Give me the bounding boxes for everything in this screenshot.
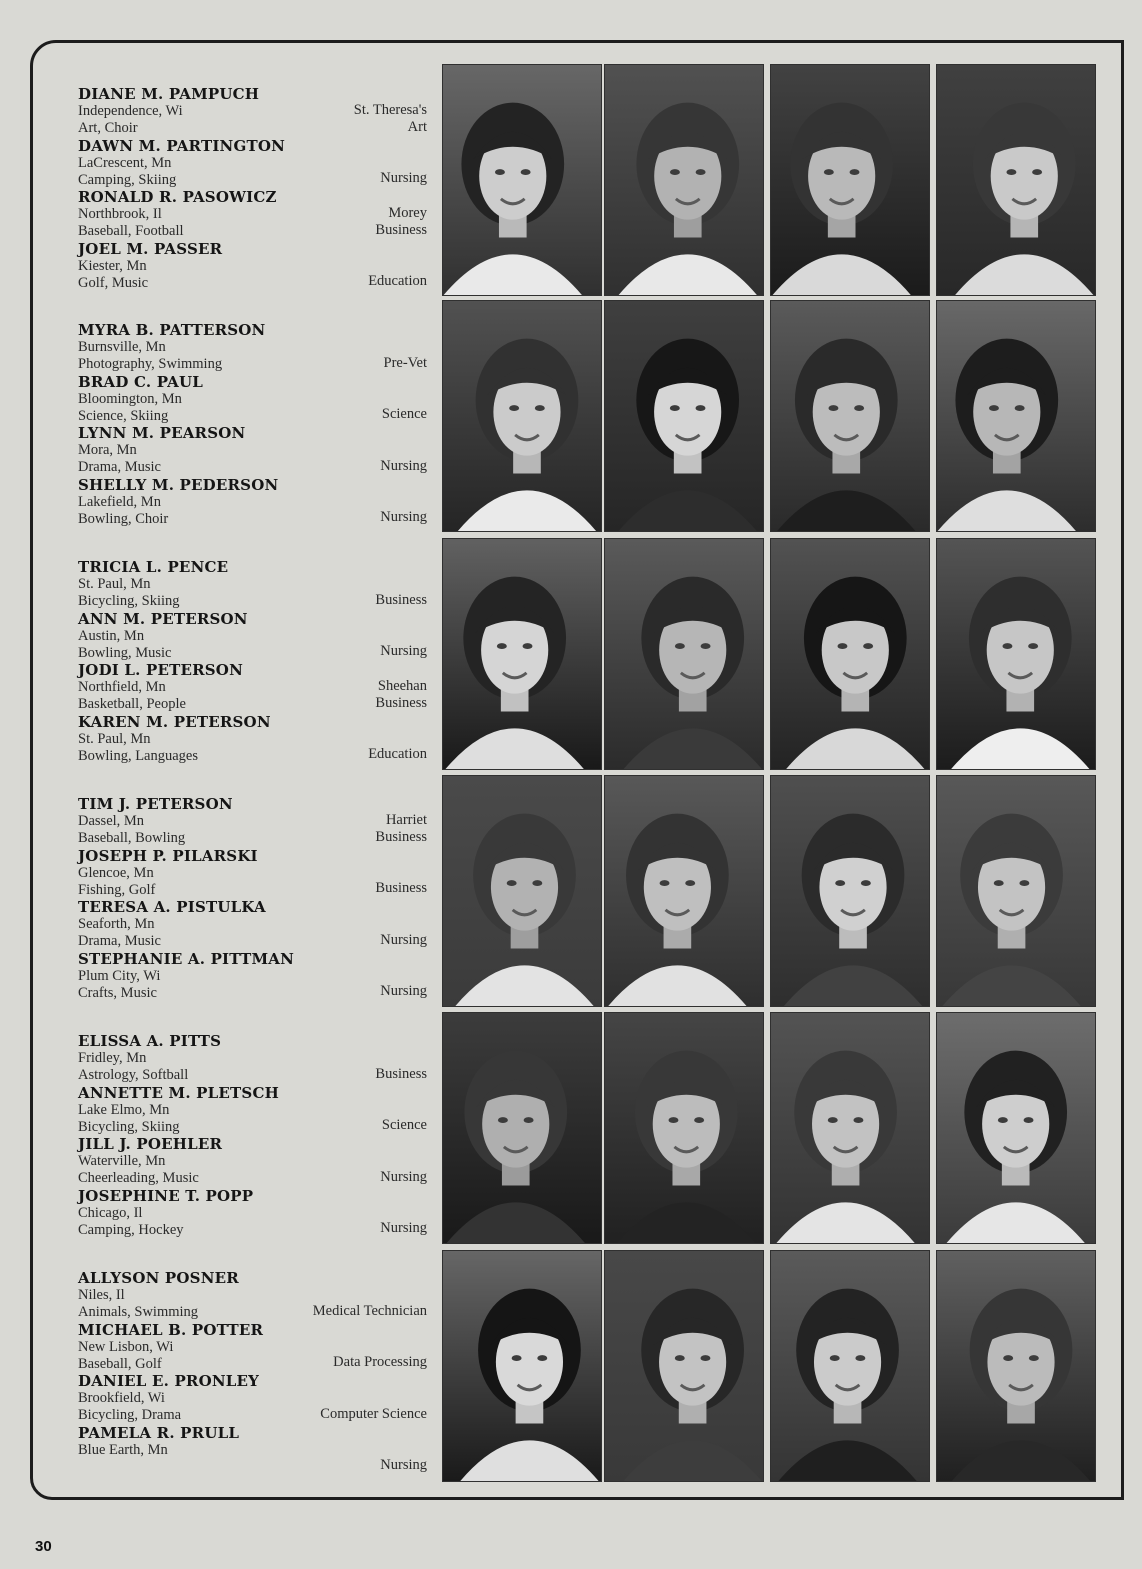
student-portrait-photo <box>604 775 764 1007</box>
student-name: JODI L. PETERSON <box>78 661 243 680</box>
student-portrait-photo <box>770 538 930 770</box>
student-portrait-photo <box>442 538 602 770</box>
student-hometown: Dassel, Mn <box>78 813 145 829</box>
student-block <box>78 559 433 765</box>
student-portrait-photo <box>770 775 930 1007</box>
student-portrait-photo <box>936 64 1096 296</box>
student-entry <box>78 1085 433 1137</box>
student-major: Business <box>375 1065 427 1082</box>
student-activities: Bowling, Languages <box>78 747 199 764</box>
student-activities: Drama, Music <box>78 933 161 950</box>
student-major: Business <box>375 591 427 608</box>
student-name: JILL J. POEHLER <box>78 1135 223 1154</box>
student-hometown: Waterville, Mn <box>78 1153 166 1170</box>
student-portrait-photo <box>604 1250 764 1482</box>
student-portrait-photo <box>936 300 1096 532</box>
student-activities: Camping, Hockey <box>78 1221 184 1238</box>
student-block <box>78 86 433 292</box>
student-name: JOSEPHINE T. POPP <box>78 1186 254 1205</box>
student-entry <box>78 796 433 848</box>
student-hometown: Lake Elmo, Mn <box>78 1101 170 1118</box>
student-major: Business <box>375 880 427 897</box>
student-entry <box>78 241 433 293</box>
student-hometown: St. Paul, Mn <box>78 730 151 747</box>
student-name: JOSEPH P. PILARSKI <box>78 846 258 865</box>
student-activities: Bowling, Music <box>78 644 172 661</box>
student-name: TIM J. PETERSON <box>78 795 233 813</box>
student-hometown: Lakefield, Mn <box>78 493 161 510</box>
student-name: LYNN M. PEARSON <box>78 424 246 443</box>
student-portrait-photo <box>936 775 1096 1007</box>
student-major: Nursing <box>380 457 427 474</box>
student-name: ALLYSON POSNER <box>78 1269 239 1287</box>
student-major: Computer Science <box>320 1405 427 1422</box>
student-hometown: Chicago, Il <box>78 1204 143 1221</box>
student-name: MICHAEL B. POTTER <box>78 1320 264 1339</box>
student-hometown: Kiester, Mn <box>78 257 147 274</box>
student-name: BRAD C. PAUL <box>78 372 203 391</box>
student-name: SHELLY M. PEDERSON <box>78 475 279 494</box>
student-portrait-photo <box>604 538 764 770</box>
student-hometown: Mora, Mn <box>78 442 137 459</box>
student-portrait-photo <box>936 1250 1096 1482</box>
student-name: MYRA B. PATTERSON <box>78 321 266 339</box>
student-major: Education <box>368 746 427 763</box>
student-activities: Camping, Skiing <box>78 171 177 188</box>
student-major: Morey Business <box>375 204 427 238</box>
student-hometown: Independence, Wi <box>78 103 183 119</box>
student-name: JOEL M. PASSER <box>78 239 223 258</box>
student-major: Nursing <box>380 509 427 526</box>
student-portrait-photo <box>936 1012 1096 1244</box>
student-major: Nursing <box>380 1168 427 1185</box>
student-portrait-photo <box>936 538 1096 770</box>
student-hometown: Plum City, Wi <box>78 967 161 984</box>
student-entry <box>78 1033 433 1085</box>
student-name: STEPHANIE A. PITTMAN <box>78 949 295 968</box>
student-block <box>78 796 433 1002</box>
student-entry <box>78 322 433 374</box>
student-activities: Baseball, Bowling <box>78 830 186 846</box>
student-entry <box>78 374 433 426</box>
student-portrait-photo <box>442 775 602 1007</box>
student-activities: Bicycling, Skiing <box>78 593 180 609</box>
student-hometown: St. Paul, Mn <box>78 576 151 592</box>
student-name: KAREN M. PETERSON <box>78 712 271 731</box>
student-hometown: LaCrescent, Mn <box>78 154 172 171</box>
page-number: 30 <box>35 1538 52 1555</box>
student-block <box>78 322 433 528</box>
student-major: Nursing <box>380 1457 427 1474</box>
student-activities: Basketball, People <box>78 696 186 713</box>
student-name: ELISSA A. PITTS <box>78 1032 222 1050</box>
student-entry <box>78 611 433 663</box>
student-hometown: Glencoe, Mn <box>78 864 154 881</box>
student-major: Science <box>381 406 427 423</box>
student-activities: Cheerleading, Music <box>78 1170 199 1187</box>
student-activities: Science, Skiing <box>78 407 169 424</box>
student-hometown: Fridley, Mn <box>78 1050 147 1066</box>
student-name: PAMELA R. PRULL <box>78 1423 240 1442</box>
student-name: ANNETTE M. PLETSCH <box>78 1083 279 1102</box>
student-entry <box>78 1188 433 1240</box>
student-activities: Fishing, Golf <box>78 881 156 898</box>
student-major: Medical Technician <box>312 1302 427 1319</box>
student-major: Nursing <box>380 983 427 1000</box>
student-name: TRICIA L. PENCE <box>78 558 229 576</box>
student-activities: Drama, Music <box>78 459 161 476</box>
student-portrait-photo <box>442 1250 602 1482</box>
student-activities: Art, Choir <box>78 120 138 136</box>
student-activities: Bicycling, Skiing <box>78 1118 180 1135</box>
student-entry <box>78 951 433 1003</box>
student-entry <box>78 714 433 766</box>
student-entry <box>78 848 433 900</box>
student-entry <box>78 425 433 477</box>
student-entry <box>78 1373 433 1425</box>
student-entry <box>78 1270 433 1322</box>
student-entry <box>78 662 433 714</box>
student-name: DANIEL E. PRONLEY <box>78 1372 260 1391</box>
student-hometown: Brookfield, Wi <box>78 1390 165 1407</box>
student-major: Nursing <box>380 643 427 660</box>
student-activities: Bicycling, Drama <box>78 1407 182 1424</box>
student-name: ANN M. PETERSON <box>78 609 248 628</box>
student-major: Pre-Vet <box>383 354 427 371</box>
student-entry <box>78 559 433 611</box>
student-hometown: Niles, Il <box>78 1287 125 1303</box>
student-block <box>78 1033 433 1239</box>
student-activities: Golf, Music <box>78 274 149 291</box>
student-hometown: Northbrook, Il <box>78 206 162 223</box>
student-entry <box>78 477 433 529</box>
student-activities: Baseball, Golf <box>78 1355 162 1372</box>
student-name: DIANE M. PAMPUCH <box>78 85 260 103</box>
student-major: St. Theresa's Art <box>353 101 427 135</box>
student-entry <box>78 1136 433 1188</box>
student-activities: Photography, Swimming <box>78 356 223 372</box>
student-major: Science <box>381 1117 427 1134</box>
student-activities: Crafts, Music <box>78 984 157 1001</box>
student-hometown: Blue Earth, Mn <box>78 1441 168 1458</box>
student-portrait-photo <box>770 300 930 532</box>
student-portrait-photo <box>604 64 764 296</box>
student-major: Nursing <box>380 170 427 187</box>
student-major: Data Processing <box>333 1354 427 1371</box>
student-portrait-photo <box>442 300 602 532</box>
student-portrait-photo <box>442 64 602 296</box>
student-entry <box>78 86 433 138</box>
student-major: Sheehan Business <box>375 677 427 711</box>
student-block <box>78 1270 433 1476</box>
student-portrait-photo <box>442 1012 602 1244</box>
student-hometown: Northfield, Mn <box>78 679 166 696</box>
student-entry <box>78 189 433 241</box>
student-portrait-photo <box>604 300 764 532</box>
student-activities: Astrology, Softball <box>78 1067 189 1083</box>
student-portrait-photo <box>770 1012 930 1244</box>
student-major: Harriet Business <box>375 811 427 845</box>
student-entry <box>78 899 433 951</box>
student-activities: Bowling, Choir <box>78 510 169 527</box>
student-entry <box>78 1322 433 1374</box>
student-hometown: New Lisbon, Wi <box>78 1338 174 1355</box>
student-hometown: Seaforth, Mn <box>78 916 155 933</box>
student-major: Nursing <box>380 931 427 948</box>
student-hometown: Burnsville, Mn <box>78 339 166 355</box>
student-name: RONALD R. PASOWICZ <box>78 188 277 207</box>
student-major: Education <box>368 273 427 290</box>
student-portrait-photo <box>770 64 930 296</box>
student-name: DAWN M. PARTINGTON <box>78 136 285 155</box>
student-activities: Baseball, Football <box>78 223 184 240</box>
student-hometown: Bloomington, Mn <box>78 390 182 407</box>
student-major: Nursing <box>380 1220 427 1237</box>
student-entry <box>78 138 433 190</box>
student-name: TERESA A. PISTULKA <box>78 898 266 917</box>
student-portrait-photo <box>604 1012 764 1244</box>
student-entry <box>78 1425 433 1477</box>
student-hometown: Austin, Mn <box>78 627 145 644</box>
student-portrait-photo <box>770 1250 930 1482</box>
student-activities: Animals, Swimming <box>78 1304 199 1320</box>
